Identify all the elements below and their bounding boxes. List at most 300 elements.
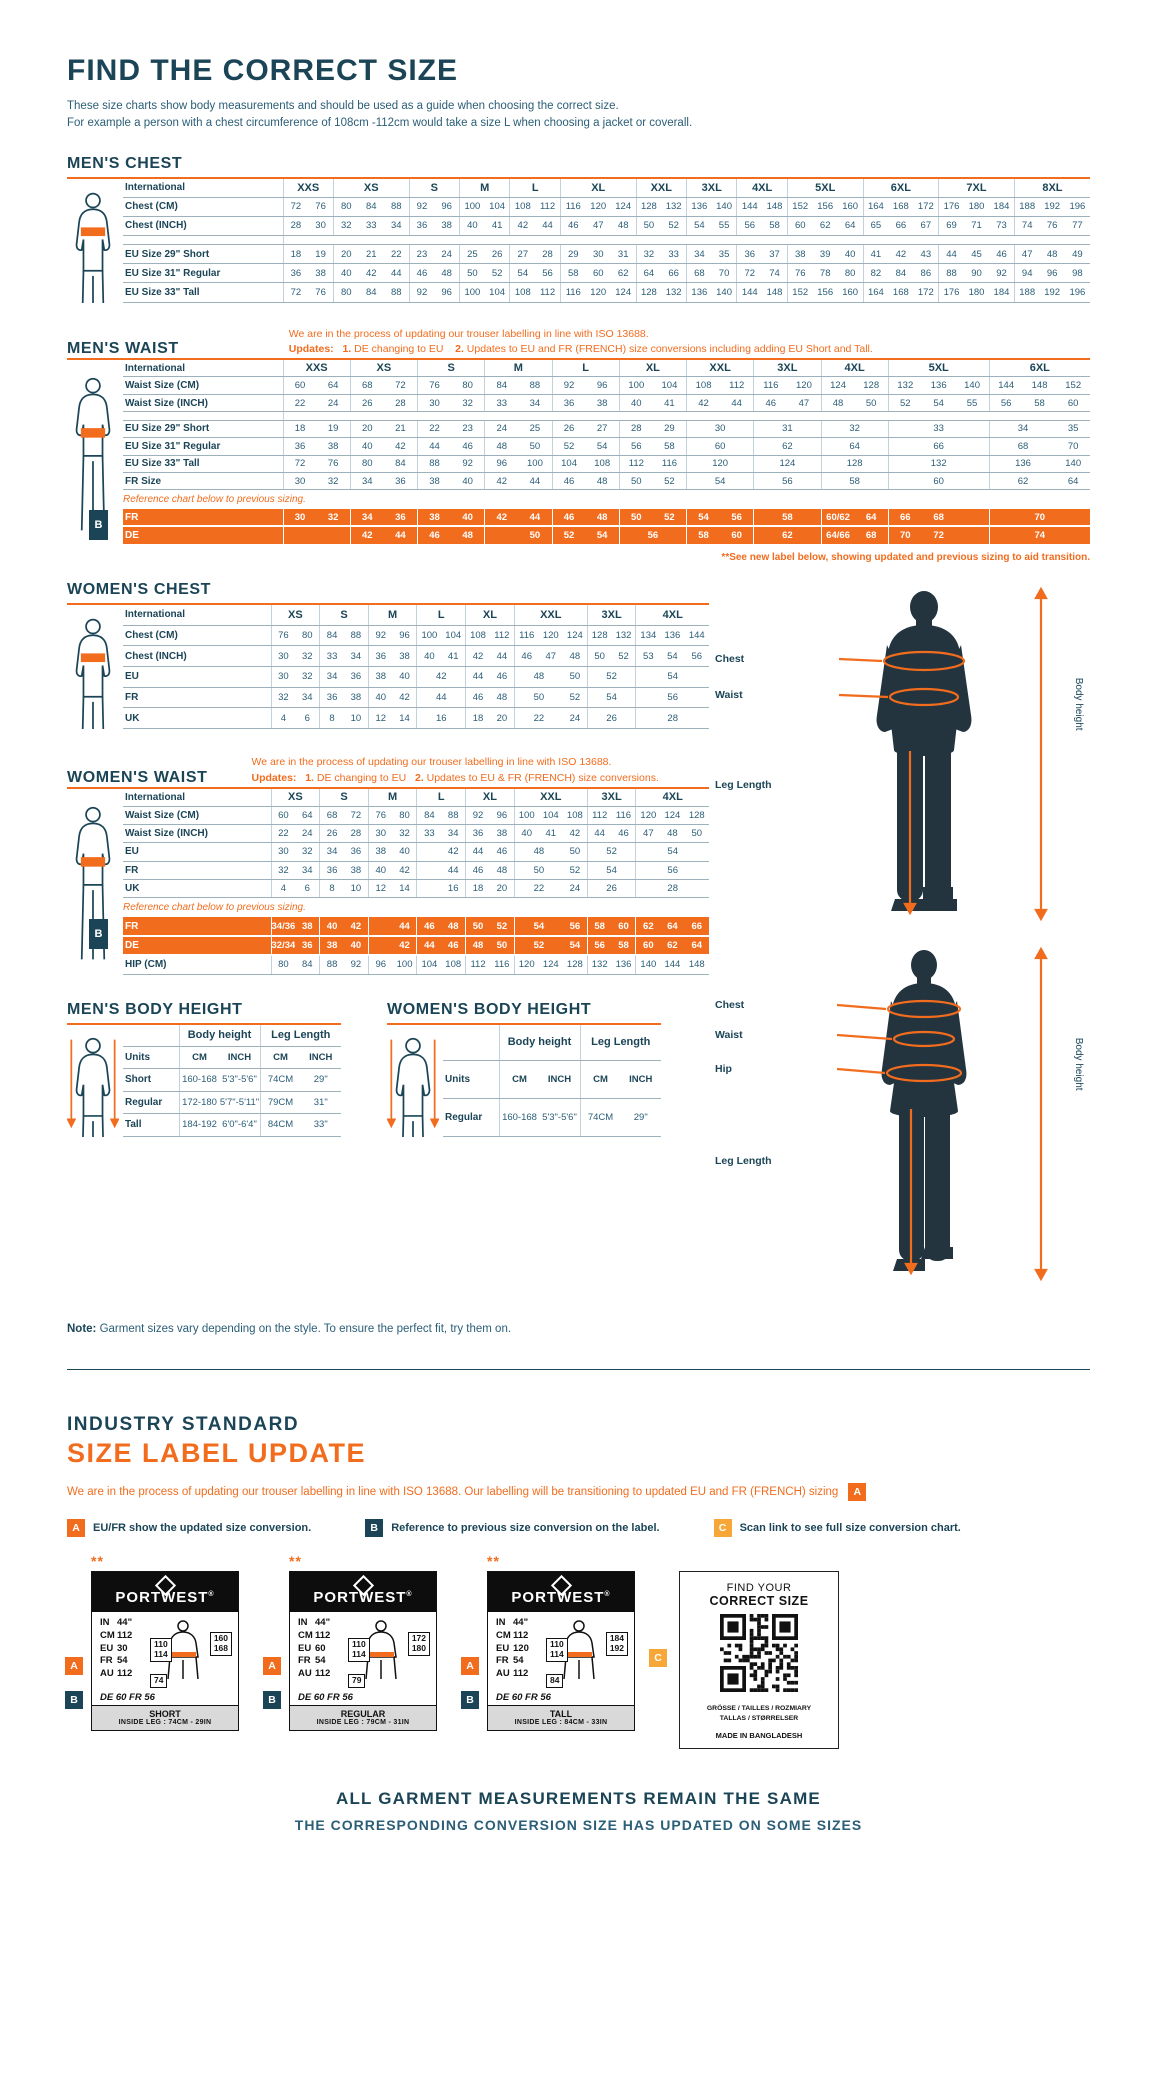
size-table bbox=[387, 1023, 661, 1137]
womens-body-height-table bbox=[387, 1023, 661, 1137]
table-cell: 52 bbox=[661, 216, 686, 235]
table-cell: 116 bbox=[653, 455, 687, 472]
header-label-cell: International bbox=[123, 179, 283, 198]
table-cell: 188 bbox=[1014, 197, 1039, 216]
size-header-cell: XL bbox=[560, 179, 636, 198]
table-cell: 54 bbox=[922, 394, 956, 411]
table-cell: 34 bbox=[344, 646, 368, 667]
closing-line-1: ALL GARMENT MEASUREMENTS REMAIN THE SAME bbox=[336, 1789, 821, 1809]
table-cell: 128 bbox=[563, 955, 587, 974]
mens-body-height-block bbox=[67, 1001, 341, 1143]
table-cell: 32 bbox=[317, 473, 351, 490]
table-cell: 60 bbox=[612, 917, 636, 935]
table-cell: 128 bbox=[855, 377, 889, 394]
size-chart-table bbox=[123, 1025, 341, 1137]
table-cell: 144 bbox=[685, 625, 709, 646]
table-cell: 90 bbox=[964, 264, 989, 283]
table-cell: 56 bbox=[619, 438, 653, 455]
table-cell: 164 bbox=[863, 197, 888, 216]
table-cell: 92 bbox=[552, 377, 586, 394]
figure-icon bbox=[67, 609, 119, 729]
table-cell: 40 bbox=[333, 264, 358, 283]
table-cell: 46 bbox=[552, 473, 586, 490]
table-cell: 96 bbox=[434, 197, 459, 216]
table-cell: 36 bbox=[384, 509, 418, 526]
table-cell: 12 bbox=[368, 879, 392, 897]
size-header-cell: 3XL bbox=[687, 179, 737, 198]
row-label-cell: Regular bbox=[443, 1098, 499, 1136]
table-cell: 42 bbox=[393, 936, 417, 955]
table-cell: 44 bbox=[393, 917, 417, 935]
male-measurement-diagram bbox=[709, 581, 1090, 933]
size-header-cell: S bbox=[409, 179, 459, 198]
table-cell: 42 bbox=[350, 526, 384, 545]
table-cell: 84CM bbox=[260, 1114, 301, 1136]
table-cell: 152 bbox=[787, 197, 812, 216]
previous-sizing-line: DE 60 FR 56 bbox=[496, 1692, 551, 1703]
table-cell: 36 bbox=[320, 687, 344, 708]
table-cell: 48 bbox=[660, 825, 684, 843]
table-cell: 38 bbox=[393, 646, 417, 667]
table-row bbox=[123, 377, 1090, 394]
table-cell: 156 bbox=[813, 283, 838, 302]
row-label-cell: Waist Size (INCH) bbox=[123, 394, 283, 411]
table-cell: 40 bbox=[344, 936, 368, 955]
table-cell: 84 bbox=[320, 625, 344, 646]
table-cell: 28 bbox=[535, 244, 560, 263]
table-cell: 120 bbox=[687, 455, 754, 472]
table-cell: 42 bbox=[563, 825, 587, 843]
portwest-logo: PORTWEST® bbox=[488, 1572, 634, 1612]
table-cell: 96 bbox=[368, 955, 392, 974]
male-waist-label: Waist bbox=[715, 689, 743, 701]
table-cell: 50 bbox=[518, 438, 552, 455]
table-cell: 60 bbox=[636, 936, 660, 955]
table-cell: 38 bbox=[490, 825, 514, 843]
table-cell: 144 bbox=[660, 955, 684, 974]
table-cell: 60 bbox=[720, 526, 754, 545]
size-header-cell: 8XL bbox=[1014, 179, 1090, 198]
table-cell: 54 bbox=[510, 264, 535, 283]
table-row bbox=[123, 708, 709, 729]
table-cell: 116 bbox=[754, 377, 788, 394]
table-cell: 140 bbox=[636, 955, 660, 974]
legend-text: Reference to previous size conversion on the label. bbox=[391, 1522, 660, 1534]
table-row bbox=[123, 509, 1090, 526]
table-cell: 68 bbox=[855, 526, 889, 545]
table-cell: 46 bbox=[417, 917, 441, 935]
table-cell: 62 bbox=[989, 473, 1056, 490]
male-leg-length-label: Leg Length bbox=[715, 779, 772, 791]
size-header-cell: XS bbox=[350, 360, 417, 377]
table-cell: 96 bbox=[490, 806, 514, 824]
table-cell: 64 bbox=[838, 216, 863, 235]
table-cell: 49 bbox=[1065, 244, 1090, 263]
table-cell: INCH bbox=[220, 1046, 261, 1068]
table-row bbox=[123, 666, 709, 687]
table-cell: 47 bbox=[636, 825, 660, 843]
table-cell: 88 bbox=[384, 197, 409, 216]
table-cell: 80 bbox=[333, 197, 358, 216]
row-label-cell: Waist Size (CM) bbox=[123, 806, 271, 824]
row-label-cell: Units bbox=[123, 1046, 179, 1068]
table-cell: 40 bbox=[451, 509, 485, 526]
table-cell: 46 bbox=[989, 244, 1014, 263]
table-cell: 68 bbox=[350, 377, 384, 394]
label-footer bbox=[488, 1705, 634, 1730]
table-cell: 38 bbox=[320, 936, 344, 955]
table-cell: 88 bbox=[320, 955, 344, 974]
label-size-row: IN 44" bbox=[100, 1617, 133, 1628]
table-cell: 38 bbox=[368, 666, 392, 687]
table-cell: 53 bbox=[636, 646, 660, 667]
table-cell: 76 bbox=[308, 283, 333, 302]
table-cell: 88 bbox=[441, 806, 465, 824]
table-cell: 50 bbox=[490, 936, 514, 955]
table-cell: 180 bbox=[964, 283, 989, 302]
table-cell: 33 bbox=[661, 244, 686, 263]
table-cell: 48 bbox=[434, 264, 459, 283]
row-label-cell: Units bbox=[443, 1061, 499, 1099]
table-cell: 31 bbox=[754, 420, 821, 437]
table-cell: 25 bbox=[518, 420, 552, 437]
table-cell: 47 bbox=[539, 646, 563, 667]
table-cell: 60 bbox=[586, 264, 611, 283]
table-cell: 18 bbox=[283, 420, 317, 437]
table-cell: 21 bbox=[384, 420, 418, 437]
table-cell: 30 bbox=[283, 473, 317, 490]
table-cell: 108 bbox=[563, 806, 587, 824]
table-cell: 144 bbox=[737, 197, 762, 216]
size-header-cell: L bbox=[510, 179, 560, 198]
table-cell: 44 bbox=[417, 687, 466, 708]
row-label-cell: EU Size 29" Short bbox=[123, 244, 283, 263]
size-header-cell: XS bbox=[333, 179, 409, 198]
table-cell: 92 bbox=[368, 625, 392, 646]
table-cell: 80 bbox=[295, 625, 319, 646]
table-cell: 30 bbox=[418, 394, 452, 411]
size-header-cell: 7XL bbox=[939, 179, 1015, 198]
table-cell: CM bbox=[179, 1046, 220, 1068]
table-cell: 30 bbox=[586, 244, 611, 263]
table-cell: 36 bbox=[409, 216, 434, 235]
table-cell: 44 bbox=[535, 216, 560, 235]
table-cell: 64 bbox=[636, 264, 661, 283]
table-cell: 26 bbox=[485, 244, 510, 263]
table-cell: 46 bbox=[612, 825, 636, 843]
table-cell: 68 bbox=[989, 438, 1056, 455]
table-cell: 32 bbox=[295, 666, 319, 687]
table-cell: 27 bbox=[510, 244, 535, 263]
size-header-cell: XL bbox=[466, 605, 515, 625]
table-cell: 40 bbox=[619, 394, 653, 411]
table-row bbox=[123, 1046, 341, 1068]
table-cell: 41 bbox=[653, 394, 687, 411]
table-cell: 86 bbox=[913, 264, 938, 283]
table-cell: 34 bbox=[320, 666, 344, 687]
table-cell: 30 bbox=[271, 666, 295, 687]
label-size-row: IN 44" bbox=[496, 1617, 529, 1628]
row-label-cell: UK bbox=[123, 708, 271, 729]
table-cell: 52 bbox=[563, 861, 587, 879]
table-cell: INCH bbox=[621, 1061, 662, 1099]
leg-length-box: 79 bbox=[348, 1674, 365, 1688]
table-cell: 73 bbox=[989, 216, 1014, 235]
table-cell: 46 bbox=[466, 687, 490, 708]
table-cell: 33" bbox=[301, 1114, 342, 1136]
table-cell: 32 bbox=[271, 687, 295, 708]
table-cell: 124 bbox=[539, 955, 563, 974]
b-badge: B bbox=[365, 1519, 383, 1537]
a-badge: A bbox=[65, 1657, 83, 1675]
table-row bbox=[123, 806, 709, 824]
inside-leg-text: INSIDE LEG : 74CM - 29IN bbox=[118, 1719, 212, 1726]
table-cell: 6 bbox=[295, 879, 319, 897]
table-cell: 76 bbox=[368, 806, 392, 824]
table-cell: 42 bbox=[393, 687, 417, 708]
female-waist-label: Waist bbox=[715, 1029, 743, 1041]
size-table bbox=[67, 358, 1090, 546]
table-cell: 19 bbox=[308, 244, 333, 263]
table-cell: 14 bbox=[393, 879, 417, 897]
row-label-cell: Chest (CM) bbox=[123, 197, 283, 216]
table-cell: 37 bbox=[762, 244, 787, 263]
table-cell: 31 bbox=[611, 244, 636, 263]
table-cell: 54 bbox=[636, 666, 709, 687]
table-cell: 34 bbox=[384, 216, 409, 235]
table-cell: 62 bbox=[754, 526, 821, 545]
table-cell: 50 bbox=[563, 843, 587, 861]
table-cell: 48 bbox=[441, 917, 465, 935]
table-cell: 10 bbox=[344, 708, 368, 729]
table-cell: 92 bbox=[451, 455, 485, 472]
table-cell: 44 bbox=[587, 825, 611, 843]
table-cell: 48 bbox=[514, 843, 563, 861]
table-header-row bbox=[123, 1025, 341, 1047]
previous-sizing-line: DE 60 FR 56 bbox=[100, 1692, 155, 1703]
table-cell: 100 bbox=[619, 377, 653, 394]
waist-full-figure-icon bbox=[67, 360, 123, 546]
table-cell: 44 bbox=[384, 526, 418, 545]
row-label-cell: Chest (INCH) bbox=[123, 216, 283, 235]
table-cell: 58 bbox=[754, 509, 821, 526]
table-cell: 104 bbox=[417, 955, 441, 974]
table-cell: 74CM bbox=[580, 1098, 621, 1136]
size-header-cell: 3XL bbox=[754, 360, 821, 377]
table-cell: 29 bbox=[653, 420, 687, 437]
table-cell: 32 bbox=[393, 825, 417, 843]
table-cell: 46 bbox=[451, 438, 485, 455]
table-cell: 42 bbox=[466, 646, 490, 667]
table-cell: 44 bbox=[418, 438, 452, 455]
table-cell: 64 bbox=[660, 917, 684, 935]
row-label-cell: FR bbox=[123, 861, 271, 879]
table-cell: 42 bbox=[344, 917, 368, 935]
size-header-cell: 4XL bbox=[821, 360, 888, 377]
table-cell: 32 bbox=[271, 861, 295, 879]
table-cell: 56 bbox=[636, 861, 709, 879]
table-cell: 12 bbox=[368, 708, 392, 729]
table-row bbox=[123, 879, 709, 897]
label-legend bbox=[67, 1519, 1090, 1537]
table-cell: 22 bbox=[283, 394, 317, 411]
table-cell: 66 bbox=[888, 509, 922, 526]
table-cell: 32 bbox=[295, 843, 319, 861]
table-cell: 94 bbox=[1014, 264, 1039, 283]
table-cell bbox=[417, 843, 441, 861]
stars-marker: ** bbox=[91, 1553, 104, 1569]
table-cell: 40 bbox=[393, 843, 417, 861]
label-size-row: FR 54 bbox=[496, 1655, 524, 1667]
table-cell: 148 bbox=[762, 283, 787, 302]
table-cell: 52 bbox=[587, 843, 636, 861]
table-row bbox=[123, 473, 1090, 490]
table-cell: 26 bbox=[320, 825, 344, 843]
mens-waist-footnote: **See new label below, showing updated and previous sizing to aid transition. bbox=[721, 552, 1090, 563]
inside-leg-text: INSIDE LEG : 84CM - 33IN bbox=[514, 1719, 608, 1726]
industry-standard-heading: INDUSTRY STANDARD bbox=[67, 1414, 300, 1435]
womens-chest-heading: WOMEN'S CHEST bbox=[67, 581, 212, 598]
table-row bbox=[123, 216, 1090, 235]
table-cell: 44 bbox=[518, 473, 552, 490]
leg-length-box: 84 bbox=[546, 1674, 563, 1688]
table-cell: 22 bbox=[271, 825, 295, 843]
table-cell: 36 bbox=[283, 264, 308, 283]
table-cell: 172 bbox=[913, 283, 938, 302]
table-cell: 52 bbox=[612, 646, 636, 667]
table-cell: 52 bbox=[653, 473, 687, 490]
table-cell: 140 bbox=[956, 377, 990, 394]
table-cell: 104 bbox=[485, 197, 510, 216]
table-cell: 69 bbox=[939, 216, 964, 235]
table-cell: INCH bbox=[540, 1061, 581, 1099]
table-cell: 47 bbox=[1014, 244, 1039, 263]
table-cell: 136 bbox=[660, 625, 684, 646]
table-cell: 120 bbox=[539, 625, 563, 646]
table-cell: 28 bbox=[619, 420, 653, 437]
table-cell: 52 bbox=[888, 394, 922, 411]
table-cell: 48 bbox=[586, 509, 620, 526]
table-cell: 84 bbox=[888, 264, 913, 283]
size-header-cell: 3XL bbox=[587, 605, 636, 625]
table-row bbox=[123, 412, 1090, 420]
table-cell: 64 bbox=[821, 438, 888, 455]
table-cell: 66 bbox=[685, 917, 709, 935]
table-cell: 30 bbox=[308, 216, 333, 235]
table-cell: 8 bbox=[320, 708, 344, 729]
table-row bbox=[123, 936, 709, 955]
table-cell: 92 bbox=[344, 955, 368, 974]
table-cell: 44 bbox=[518, 509, 552, 526]
table-cell: 116 bbox=[514, 625, 538, 646]
table-row bbox=[123, 1069, 341, 1091]
table-cell: 62 bbox=[813, 216, 838, 235]
table-cell: 112 bbox=[466, 955, 490, 974]
table-row bbox=[443, 1098, 661, 1136]
table-cell: 68 bbox=[922, 509, 956, 526]
table-cell: 136 bbox=[687, 283, 712, 302]
portwest-logo: PORTWEST® bbox=[290, 1572, 436, 1612]
b-badge: B bbox=[89, 919, 108, 949]
table-row bbox=[123, 917, 709, 935]
table-cell: 40 bbox=[514, 825, 538, 843]
table-cell: 100 bbox=[460, 283, 485, 302]
table-cell: 64/66 bbox=[821, 526, 855, 545]
womens-waist-table bbox=[67, 787, 709, 975]
table-cell: 96 bbox=[485, 455, 519, 472]
table-cell: 20 bbox=[490, 879, 514, 897]
table-cell: 18 bbox=[283, 244, 308, 263]
legend-item bbox=[714, 1519, 961, 1537]
table-cell: 38 bbox=[344, 861, 368, 879]
table-cell bbox=[368, 936, 392, 955]
table-cell: 23 bbox=[409, 244, 434, 263]
right-column bbox=[709, 581, 1090, 1293]
a-badge: A bbox=[263, 1657, 281, 1675]
section-divider bbox=[67, 1369, 1090, 1370]
size-header-cell: 5XL bbox=[787, 179, 863, 198]
table-cell: 22 bbox=[384, 244, 409, 263]
row-label-cell: FR bbox=[123, 917, 271, 935]
table-cell: 44 bbox=[417, 936, 441, 955]
table-cell: 74 bbox=[762, 264, 787, 283]
table-cell: 23 bbox=[451, 420, 485, 437]
table-cell: 184 bbox=[989, 283, 1014, 302]
table-cell: 152 bbox=[787, 283, 812, 302]
table-cell: 42 bbox=[441, 843, 465, 861]
table-cell: 62 bbox=[754, 438, 821, 455]
male-body-height-label: Body height bbox=[1073, 677, 1084, 731]
table-cell: 62 bbox=[611, 264, 636, 283]
table-cell: 36 bbox=[283, 438, 317, 455]
table-cell: 88 bbox=[344, 625, 368, 646]
qr-card bbox=[679, 1571, 839, 1749]
table-cell: 34 bbox=[989, 420, 1056, 437]
table-cell: 56 bbox=[535, 264, 560, 283]
female-body-height-label: Body height bbox=[1073, 1037, 1084, 1091]
size-header-cell: S bbox=[418, 360, 485, 377]
table-cell: 100 bbox=[514, 806, 538, 824]
table-cell bbox=[417, 861, 441, 879]
table-cell: 132 bbox=[612, 625, 636, 646]
fit-name: SHORT bbox=[149, 1709, 181, 1719]
table-cell: 56 bbox=[685, 646, 709, 667]
table-cell: 43 bbox=[913, 244, 938, 263]
table-cell: 58 bbox=[1023, 394, 1057, 411]
table-cell: 76 bbox=[308, 197, 333, 216]
size-header-cell: 4XL bbox=[636, 789, 709, 807]
table-cell: 72 bbox=[283, 283, 308, 302]
table-cell: 96 bbox=[586, 377, 620, 394]
table-cell bbox=[417, 879, 441, 897]
waist-range-box: 110 114 bbox=[348, 1638, 370, 1662]
table-cell: 44 bbox=[384, 264, 409, 283]
table-cell: 58 bbox=[612, 936, 636, 955]
table-cell: 52 bbox=[587, 666, 636, 687]
table-cell: 64 bbox=[855, 509, 889, 526]
portwest-logo: PORTWEST® bbox=[92, 1572, 238, 1612]
table-cell: 92 bbox=[466, 806, 490, 824]
table-cell: 18 bbox=[466, 879, 490, 897]
table-cell: 54 bbox=[586, 526, 620, 545]
size-header-cell: Body height bbox=[179, 1025, 260, 1047]
table-cell: 48 bbox=[485, 438, 519, 455]
table-cell: 66 bbox=[888, 216, 913, 235]
height-figure-icon bbox=[387, 1025, 443, 1137]
table-cell: 172 bbox=[913, 197, 938, 216]
table-cell: 120 bbox=[787, 377, 821, 394]
table-cell: 76 bbox=[418, 377, 452, 394]
